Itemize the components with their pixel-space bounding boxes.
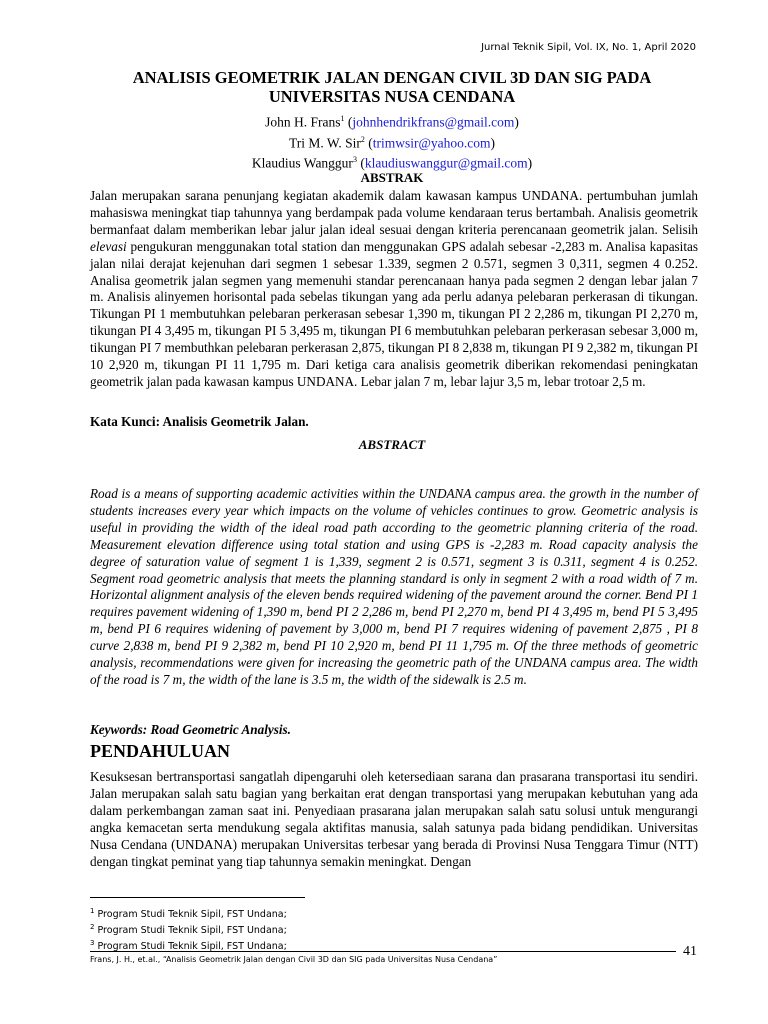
footnote-text: Program Studi Teknik Sipil, FST Undana; xyxy=(97,941,287,953)
author-sup: 3 xyxy=(352,155,357,164)
author-sup: 2 xyxy=(360,134,365,144)
abstrak-keywords: Kata Kunci: Analisis Geometrik Jalan. xyxy=(90,414,309,429)
author-block xyxy=(90,110,694,172)
author-name: Klaudius Wanggur xyxy=(251,155,353,171)
intro-heading: PENDAHULUAN xyxy=(90,741,231,761)
intro-body: Kesuksesan bertransportasi sangatlah dipengaruhi oleh ketersediaan sarana dan prasarana transportasi itu sendiri. Jalan merupakan salah satu bagian yang berkaitan erat dengan transportasi yang merupakan kebutuhan yang ada dalam perkembangan zaman saat ini. Penyediaan prasarana jalan merupakan salah satu solusi untuk mengurangi angka kemacetan serta mendukung segala aktifitas manusia, salah satunya pada bidang pendidikan. Universitas Nusa Cendana (UNDANA) merupakan Universitas terbesar yang berada di Provinsi Nusa Tenggara Timur (NTT) dengan tingkat peminat yang tiap tahunnya semakin meningkat. Dengan xyxy=(90,769,698,869)
author-email-link[interactable]: johnhendrikfrans@gmail.com xyxy=(352,114,515,130)
author-email-link[interactable]: klaudiuswanggur@gmail.com xyxy=(364,155,528,171)
abstrak-text-1: Jalan merupakan sarana penunjang kegiatan akademik dalam kawasan kampus UNDANA. pertumbuhan jumlah mahasiswa meningkat tiap tahunnya yang berdampak pada volume kendaraan terus bertambah. Analisis geometrik bermanfaat dalam memberikan lebar jalur jalan ideal sesuai dengan kriteria perencanaan geometrik jalan. Selisih xyxy=(90,188,698,237)
footnote-2 xyxy=(90,921,287,937)
abstrak-elevasi: elevasi xyxy=(90,238,127,254)
footnote-sup: 3 xyxy=(90,939,95,948)
author-3: Klaudius Wanggur$^3$ (klaudiuswanggur@gmail.com) xyxy=(251,155,533,171)
author-name: Tri M. W. Sir xyxy=(288,135,361,150)
footer-divider xyxy=(90,951,676,952)
author-email-link[interactable]: trimwsir@yahoo.com xyxy=(372,135,491,150)
paper-title: ANALISIS GEOMETRIK JALAN DENGAN CIVIL 3D DAN SIG PADA UNIVERSITAS NUSA CENDANA xyxy=(132,68,652,106)
page-number: 41 xyxy=(683,944,697,959)
footer-citation: Frans, J. H., et.al., “Analisis Geometrik Jalan dengan Civil 3D dan SIG pada Universitas Nusa Cendana” xyxy=(90,955,498,964)
footnote-text: Program Studi Teknik Sipil, FST Undana; xyxy=(97,909,287,921)
abstract-heading: ABSTRACT xyxy=(358,437,426,452)
abstract-keywords: Keywords: Road Geometric Analysis. xyxy=(90,722,291,737)
abstrak-text-2: pengukuran menggunakan total station dan menggunakan GPS adalah sebesar -2,283 m. Analisa kapasitas jalan nilai derajat kejenuhan dari segmen 1 sebesar 1.339, segmen 2 0.571, segmen 3 0,311, segmen 4 0.252. Analisa geometrik jalan segmen yang memenuhi standar perencanaan hanya pada segmen 2 dengan lebar jalan 7 m. Analisis alinyemen horisontal pada sebelas tikungan yang ada perlu adanya pelebaran perkerasan di tikungan. Tikungan PI 1 membutuhkan pelebaran perkerasan sebesar 1,390 m, tikungan PI 2 2,286 m, tikungan PI 2,270 m, tikungan PI 4 3,495 m, tikungan PI 5 3,495 m, tikungan PI 6 membutuhkan pelebaran perkerasan sebesar 3,000 m, tikungan PI 7 membuthkan pelebaran perkerasan 2,875, tikungan PI 8 2,838 m, tikungan PI 9 2,382 m, tikungan PI 10 2,920 m, tikungan PI 11 1,795 m. Dari ketiga cara analisis geometrik diberikan rekomendasi peningkatan geometrik jalan pada kawasan kampus UNDANA. Lebar jalan 7 m, lebar lajur 3,5 m, lebar trotoar 2,5 m. xyxy=(90,238,698,389)
journal-header: Jurnal Teknik Sipil, Vol. IX, No. 1, April 2020 xyxy=(481,42,696,53)
abstrak-heading: ABSTRAK xyxy=(360,170,424,185)
footnote-sup: 1 xyxy=(90,907,95,915)
author-1: John H. Frans$^1$ (johnhendrikfrans@gmail.com) xyxy=(265,114,519,130)
author-2: Tri M. W. Sir$^2$ (trimwsir@yahoo.com) xyxy=(288,134,496,150)
footnote-divider xyxy=(90,897,305,898)
abstract-body: Road is a means of supporting academic activities within the UNDANA campus area. the growth in the number of students increases every year which impacts on the volume of vehicles continues to grow. Geometric analysis is useful in providing the width of the ideal road path according to the geometric planning criteria of the road. Measurement elevation difference using total station and using GPS is -2,283 m. Road capacity analysis the degree of saturation value of segment 1 is 1,339, segment 2 is 0.571, segment 3 is 0.311, segment 4 is 0.252. Segment road geometric analysis that meets the planning standard is only in segment 2 with a road width of 7 m. Horizontal alignment analysis of the eleven bends required widening of the pavement around the corner. Bend PI 1 requires pavement widening of 1,390 m, bend PI 2 2,286 m, bend PI 2,270 m, bend PI 4 3,495 m, bend PI 5 3,495 m, bend PI 6 requires widening of pavement by 3,000 m, bend PI 7 requires widening of pavement 2,875 , PI 8 curve 2,838 m, bend PI 9 2,382 m, bend PI 10 2,920 m, bend PI 11 1,795 m. Of the three methods of geometric analysis, recommendations were given for increasing the geometric path of the UNDANA campus area. The width of the road is 7 m, the width of the lane is 3.5 m, the width of the sidewalk is 2.5 m. xyxy=(90,486,698,687)
author-name: John H. Frans xyxy=(265,114,341,130)
author-sup: 1 xyxy=(340,114,345,123)
abstrak-body xyxy=(90,188,698,391)
footnotes xyxy=(90,905,287,953)
footnote-text: Program Studi Teknik Sipil, FST Undana; xyxy=(97,925,287,937)
footnote-1 xyxy=(90,905,287,921)
footnote-sup: 2 xyxy=(90,923,95,932)
